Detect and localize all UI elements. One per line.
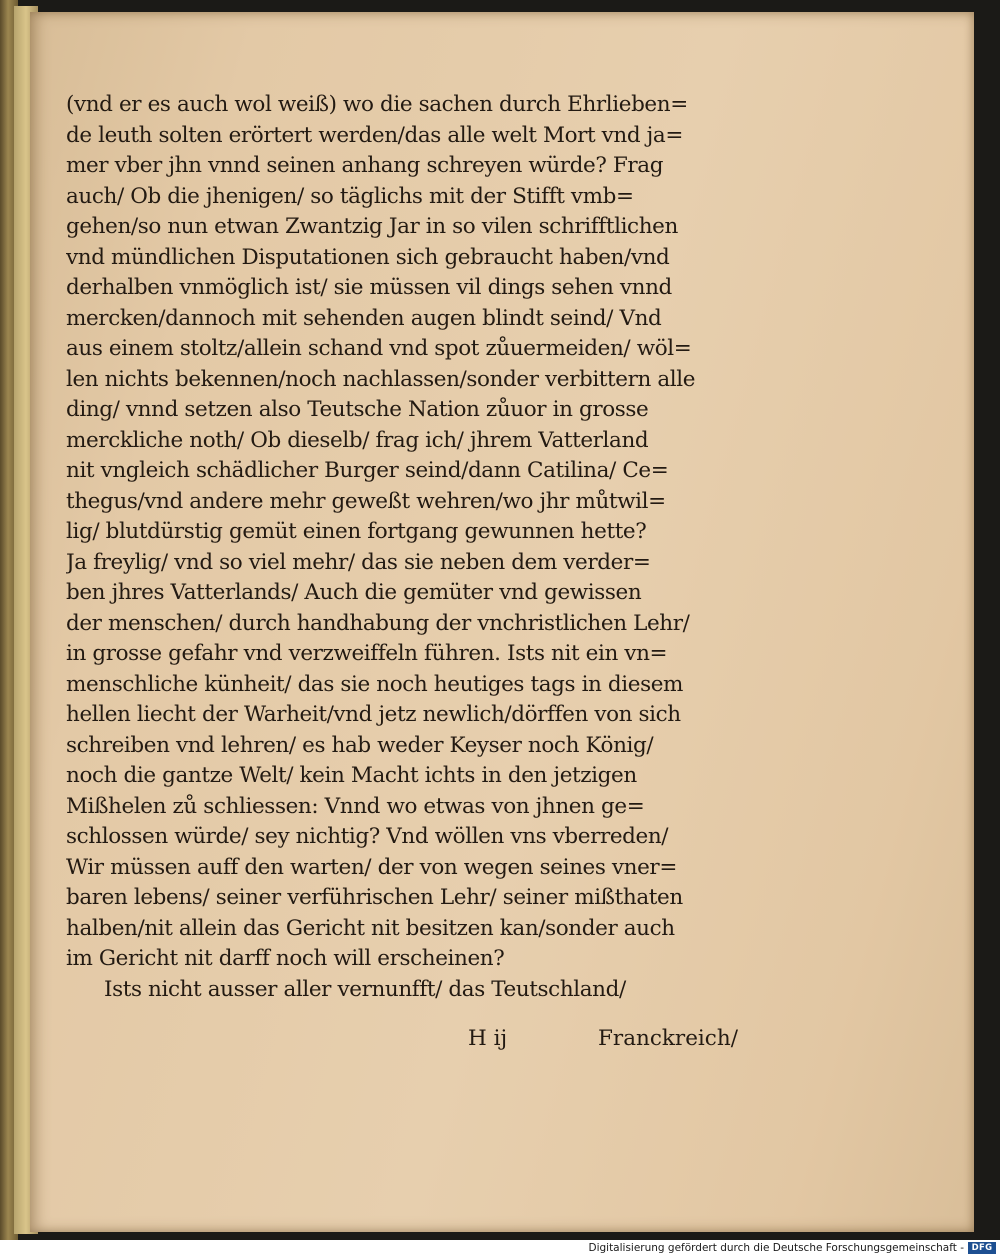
text-line: auch/ Ob die jhenigen/ so täglichs mit der Stifft vmb= <box>66 183 634 209</box>
text-line: mer vber jhn vnnd seinen anhang schreyen würde? Frag <box>66 153 664 178</box>
book-page <box>30 12 974 1232</box>
text-line: noch die gantze Welt/ kein Macht ichts in den jetzigen <box>66 763 637 788</box>
dfg-logo-icon: DFG <box>968 1242 996 1254</box>
text-line: halben/nit allein das Gericht nit besitzen kan/sonder auch <box>66 915 675 941</box>
text-line: aus einem stoltz/allein schand vnd spot zůuermeiden/ wöl= <box>66 336 692 361</box>
text-line: in grosse gefahr vnd verzweiffeln führen. Ists nit ein vn= <box>66 641 668 666</box>
text-line: baren lebens/ seiner verführischen Lehr/ seiner mißthaten <box>66 885 683 910</box>
text-line: Ja freylig/ vnd so viel mehr/ das sie neben dem verder= <box>66 549 651 575</box>
text-line: mercken/dannoch mit sehenden augen blindt seind/ Vnd <box>66 305 662 331</box>
text-line: schlossen würde/ sey nichtig? Vnd wöllen vns vberreden/ <box>66 824 669 849</box>
text-line: Ists nicht ausser aller vernunfft/ das Teutschland/ <box>104 976 626 1002</box>
dfg-credit-text: Digitalisierung gefördert durch die Deutsche Forschungsgemeinschaft - <box>588 1242 964 1254</box>
text-line: ding/ vnnd setzen also Teutsche Nation zůuor in grosse <box>66 397 649 422</box>
text-line: schreiben vnd lehren/ es hab weder Keyser noch König/ <box>66 732 654 758</box>
text-line: de leuth solten erörtert werden/das alle welt Mort vnd ja= <box>66 122 683 148</box>
catchword: Franckreich/ <box>598 1026 738 1051</box>
text-line: gehen/so nun etwan Zwantzig Jar in so vilen schrifftlichen <box>66 214 678 239</box>
text-line: Mißhelen zů schliessen: Vnnd wo etwas von jhnen ge= <box>66 793 645 819</box>
text-line: Wir müssen auff den warten/ der von wegen seines vner= <box>66 854 677 880</box>
text-line: hellen liecht der Warheit/vnd jetz newlich/dörffen von sich <box>66 702 681 727</box>
page-footer <box>66 1022 756 1056</box>
text-line: der menschen/ durch handhabung der vnchristlichen Lehr/ <box>66 610 690 636</box>
text-line: vnd mündlichen Disputationen sich gebraucht haben/vnd <box>66 244 670 270</box>
text-line: lig/ blutdürstig gemüt einen fortgang gewunnen hette? <box>66 519 647 544</box>
text-line: menschliche künheit/ das sie noch heutiges tags in diesem <box>66 671 684 697</box>
text-line: (vnd er es auch wol weiß) wo die sachen durch Ehrlieben= <box>66 92 688 117</box>
text-line: nit vngleich schädlicher Burger seind/dann Catilina/ Ce= <box>66 458 669 483</box>
page-body-text <box>66 90 756 1005</box>
text-line: im Gericht nit darff noch will erscheinen? <box>66 946 505 971</box>
text-line: derhalben vnmöglich ist/ sie müssen vil dings sehen vnnd <box>66 275 672 300</box>
text-line: ben jhres Vatterlands/ Auch die gemüter vnd gewissen <box>66 580 642 605</box>
text-line: merckliche noth/ Ob dieselb/ frag ich/ jhrem Vatterland <box>66 427 649 453</box>
signature-mark: H ij <box>468 1026 508 1051</box>
text-line: len nichts bekennen/noch nachlassen/sonder verbittern alle <box>66 366 696 392</box>
text-line: thegus/vnd andere mehr geweßt wehren/wo jhr můtwil= <box>66 488 666 514</box>
